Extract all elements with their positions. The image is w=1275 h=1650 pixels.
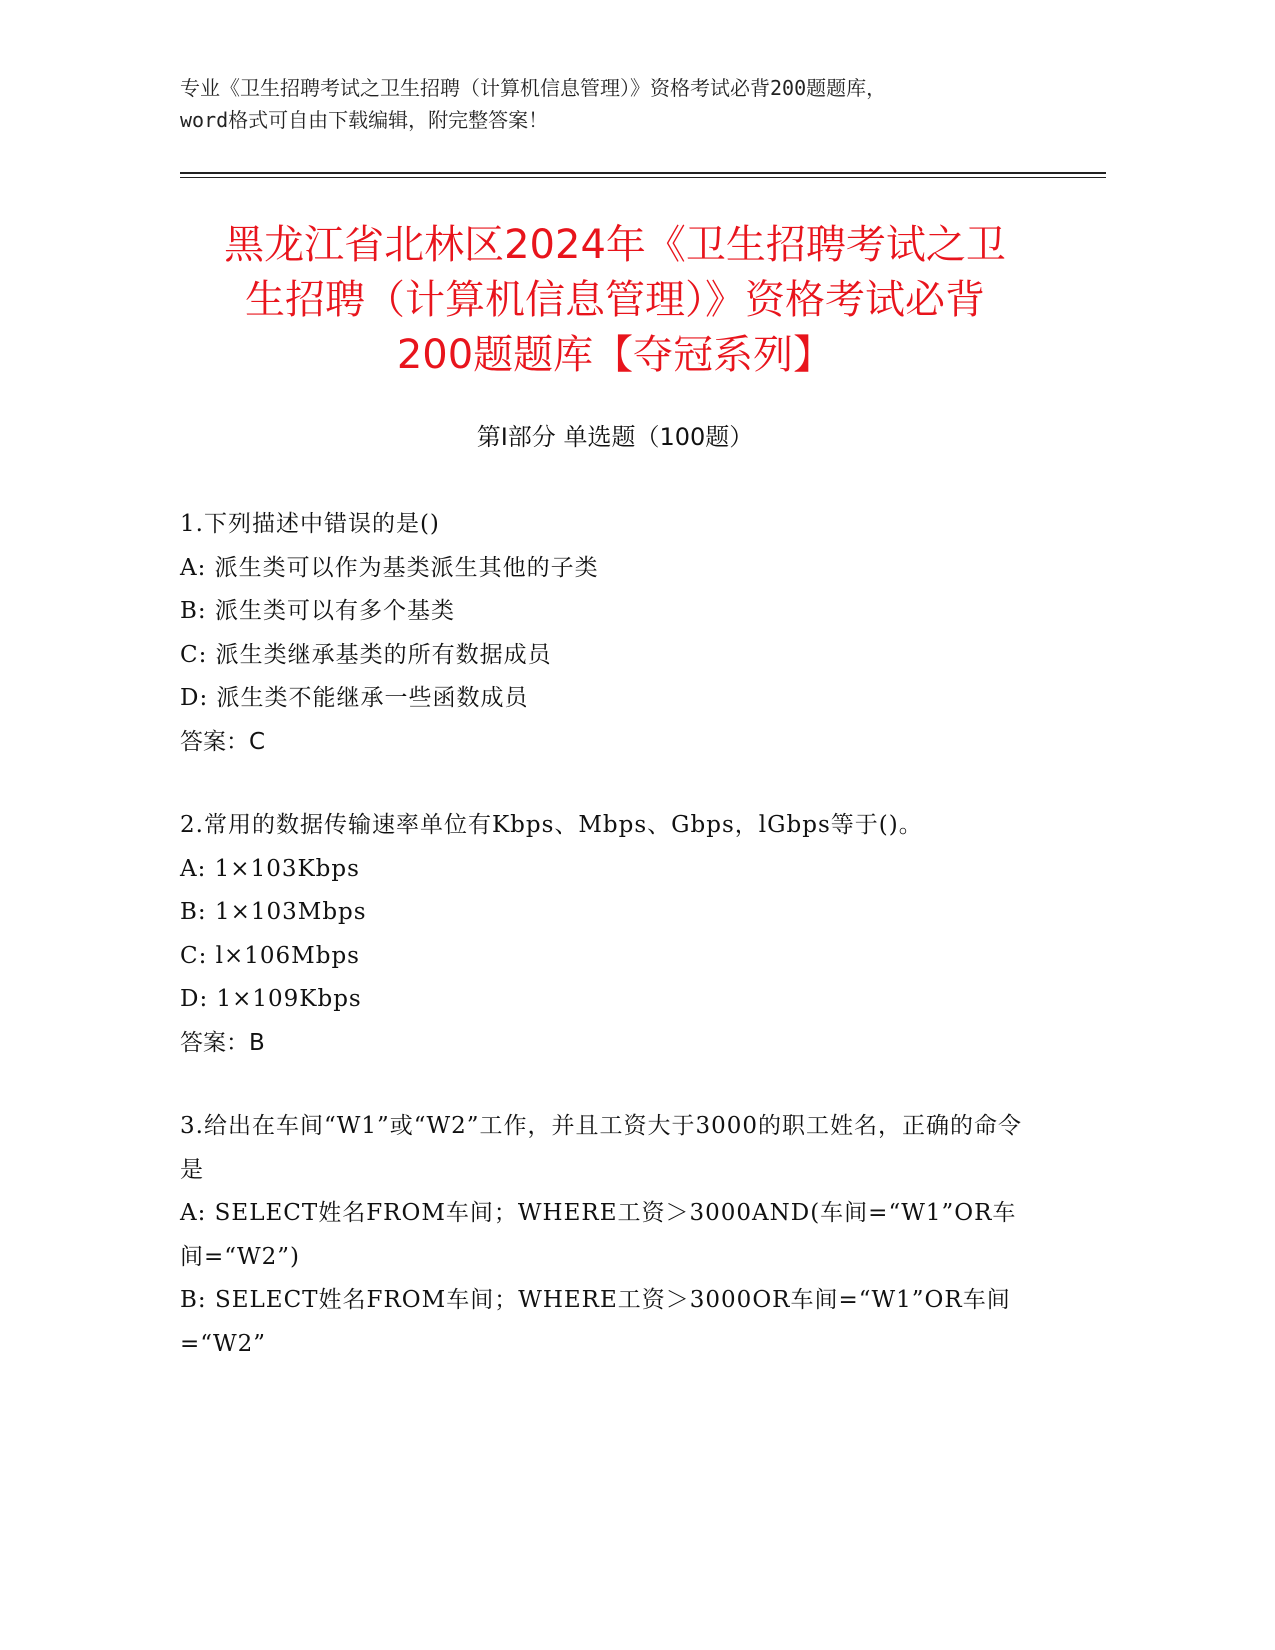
answer: 答案：B bbox=[180, 1029, 265, 1056]
document-title bbox=[180, 218, 1050, 383]
question-stem: 3.给出在车间“W1”或“W2”工作，并且工资大于3000的职工姓名，正确的命令是 bbox=[180, 1113, 1023, 1183]
option-b: B: SELECT姓名FROM车间；WHERE工资＞3000OR车间=“W1”OR车间=“W2” bbox=[180, 1287, 1011, 1357]
option-b: B: 派生类可以有多个基类 bbox=[180, 598, 455, 624]
section-title: 第Ⅰ部分 单选题（100题） bbox=[476, 423, 754, 451]
question-1 bbox=[180, 503, 1040, 764]
question-stem: 1.下列描述中错误的是() bbox=[180, 511, 440, 537]
question-stem: 2.常用的数据传输速率单位有Kbps、Mbps、Gbps，lGbps等于()。 bbox=[180, 812, 923, 838]
answer: 答案：C bbox=[180, 728, 266, 755]
question-3 bbox=[180, 1105, 1040, 1366]
option-b: B: 1×103Mbps bbox=[180, 899, 367, 925]
question-list bbox=[180, 503, 1040, 1406]
option-a: A: 1×103Kbps bbox=[180, 855, 360, 882]
option-a: A: SELECT姓名FROM车间；WHERE工资＞3000AND(车间=“W1”OR车间=“W2”) bbox=[180, 1200, 1017, 1270]
document-title-line-3: 200题题库【夺冠系列】 bbox=[396, 332, 834, 378]
header-divider-thin bbox=[180, 177, 1106, 178]
option-d: D: 派生类不能继承一些函数成员 bbox=[180, 685, 529, 711]
question-2 bbox=[180, 804, 1040, 1065]
header-note-line-1: 专业《卫生招聘考试之卫生招聘（计算机信息管理）》资格考试必背200题题库， bbox=[180, 76, 887, 100]
option-d: D: 1×109Kbps bbox=[180, 986, 362, 1012]
option-c: C: l×106Mbps bbox=[180, 942, 360, 969]
header-note bbox=[180, 72, 1100, 136]
option-c: C: 派生类继承基类的所有数据成员 bbox=[180, 641, 552, 668]
document-title-line-2: 生招聘（计算机信息管理）》资格考试必背 bbox=[245, 277, 985, 323]
document-title-line-1: 黑龙江省北林区2024年《卫生招聘考试之卫 bbox=[224, 222, 1006, 268]
header-divider-thick bbox=[180, 172, 1106, 174]
header-note-line-2: word格式可自由下载编辑，附完整答案！ bbox=[180, 108, 549, 132]
option-a: A: 派生类可以作为基类派生其他的子类 bbox=[180, 554, 599, 581]
